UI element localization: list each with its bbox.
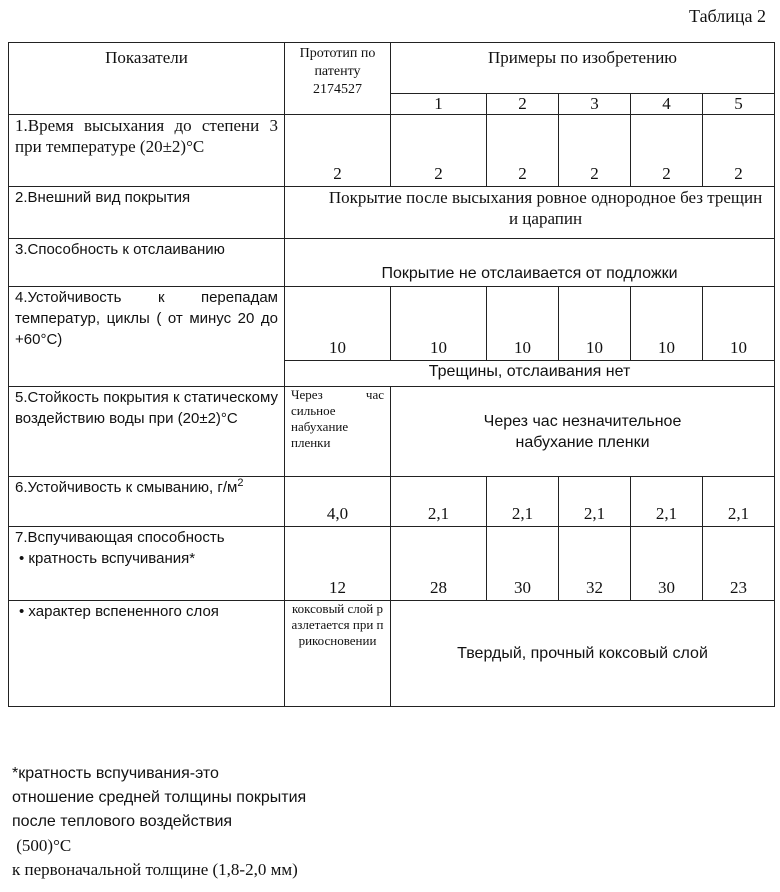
table-row [9,477,775,527]
header-indicators: Показатели [9,43,285,115]
properties-table [8,42,775,707]
cell-value: 2 [631,115,703,187]
cell-value: 10 [559,287,631,361]
footnote-line: отношение средней толщины покрытия [12,789,307,806]
prototype-value: коксовый слой разлетается при прикосновении [285,601,391,707]
cell-value: 23 [703,527,775,601]
row-label: 5.Стойкость покрытия к статическому воздействию воды при (20±2)°С [9,387,285,477]
example-number: 2 [487,94,559,115]
table-row [9,387,775,477]
example-number: 1 [391,94,487,115]
row-label: 3.Способность к отслаиванию [9,239,285,287]
header-prototype-text: Прототип по патенту 2174527 [299,46,376,97]
table-row [9,527,775,601]
prototype-value: 4,0 [285,477,391,527]
cell-value: 30 [631,527,703,601]
cell-value: 10 [631,287,703,361]
prototype-value: 10 [285,287,391,361]
row-label: 1.Время высыхания до степени 3 при температуре (20±2)°С [9,115,285,187]
footnote-line: *кратность вспучивания-это [12,765,219,782]
table-row [9,601,775,707]
prototype-value: 2 [285,115,391,187]
header-prototype [285,43,391,115]
cell-value: 10 [391,287,487,361]
cell-value: 2,1 [631,477,703,527]
cell-value: 2,1 [487,477,559,527]
row-sub-label: • кратность вспучивания* [15,548,278,569]
cell-value: 32 [559,527,631,601]
row-label-sup: 2 [237,477,244,489]
cell-value: 2,1 [559,477,631,527]
row-label: 4.Устойчивость к перепадам температур, циклы ( от минус 20 до +60°С) [9,287,285,387]
example-number: 3 [559,94,631,115]
row-label [9,477,285,527]
prototype-value: Через час сильное набухание пленки [285,387,391,477]
table-row [9,287,775,361]
row-label [9,601,285,707]
row-label-text: 6.Устойчивость к смыванию, г/м [15,479,238,496]
footnote-line: после теплового воздействия [12,813,233,830]
table-row [9,239,775,287]
merged-note: Трещины, отслаивания нет [285,361,775,387]
header-row [9,43,775,94]
cell-value: 28 [391,527,487,601]
cell-value: 2 [559,115,631,187]
row-label: 2.Внешний вид покрытия [9,187,285,239]
cell-value: 2,1 [703,477,775,527]
merged-value: Покрытие не отслаивается от подложки [285,239,775,287]
prototype-value: 12 [285,527,391,601]
merged-value: Через час незначительное набухание пленки [391,387,775,477]
cell-value: 30 [487,527,559,601]
merged-value: Покрытие после высыхания ровное однородное без трещин и царапин [285,187,775,239]
cell-value: 2,1 [391,477,487,527]
cell-value: 2 [703,115,775,187]
row-label-main: 7.Вспучивающая способность [15,529,225,546]
cell-value: 10 [703,287,775,361]
cell-value: 2 [391,115,487,187]
cell-value: 2 [487,115,559,187]
example-number: 4 [631,94,703,115]
footnote-line: (500)°С [12,836,72,855]
cell-value: 10 [487,287,559,361]
merged-value: Твердый, прочный коксовый слой [391,601,775,707]
table-row [9,115,775,187]
footnote-line: к первоначальной толщине (1,8-2,0 мм) [12,860,298,879]
header-examples: Примеры по изобретению [391,43,775,94]
example-number: 5 [703,94,775,115]
table-caption: Таблица 2 [689,6,766,26]
row-label [9,527,285,601]
row-label-text: • характер вспененного слоя [19,603,219,620]
footnote [12,762,306,882]
table-row [9,187,775,239]
